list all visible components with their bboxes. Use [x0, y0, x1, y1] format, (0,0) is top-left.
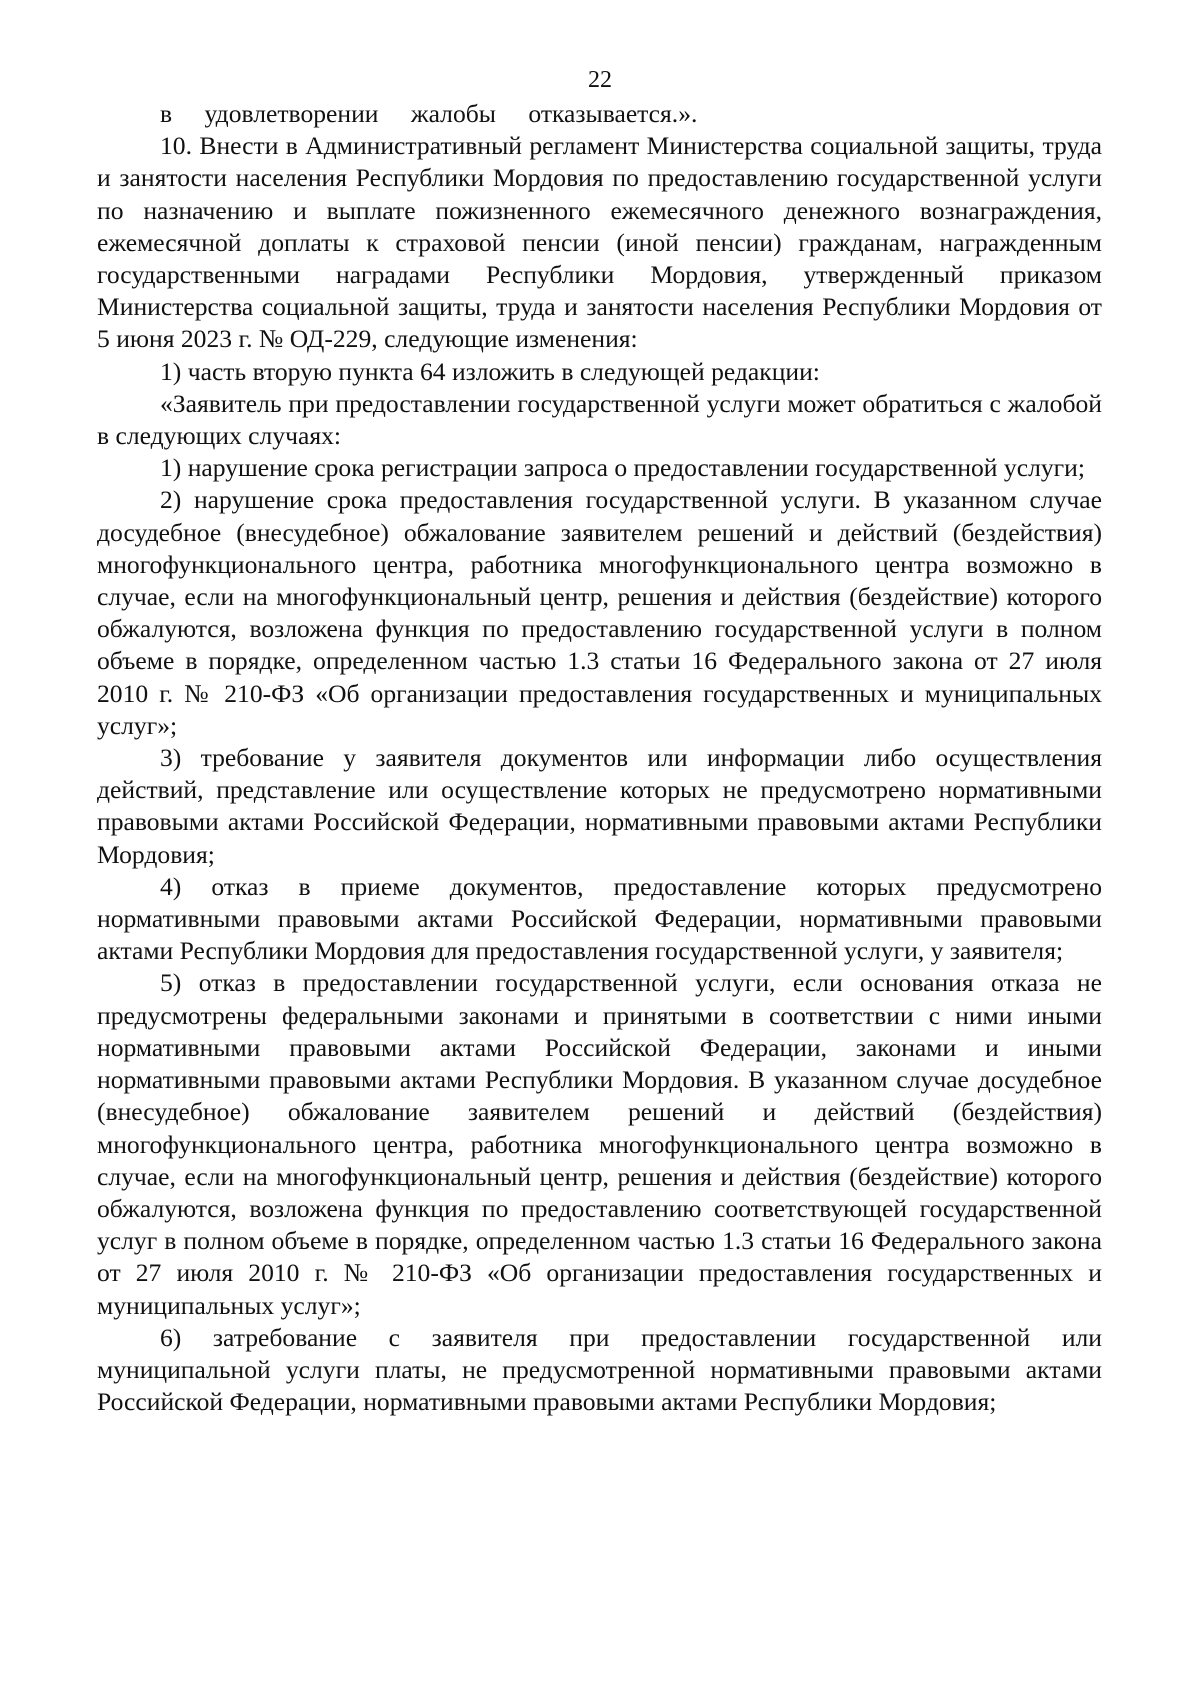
document-body: [97, 98, 1102, 1418]
paragraph-case-3: 3) требование у заявителя документов или информации либо осуществления действий, представление или осуществление которых не предусмотрено нормативными правовыми актами Российской Федерации, нормативными правовыми актами Республики Мордовия;: [97, 743, 1102, 869]
paragraph-quote-intro: «Заявитель при предоставлении государственной услуги может обратиться с жалобой в следующих случаях:: [97, 388, 1102, 451]
paragraph-case-6: 6) затребование с заявителя при предоставлении государственной или муниципальной услуги платы, не предусмотренной нормативными правовыми актами Российской Федерации, нормативными правовыми актами Республики Мордовия;: [97, 1322, 1102, 1417]
paragraph-case-5: 5) отказ в предоставлении государственной услуги, если основания отказа не предусмотрены федеральными законами и принятыми в соответствии с ними иными нормативными правовыми актами Российской Федерации, законами и иными нормативными правовыми актами Республики Мордовия. В указанном случае досудебное (внесудебное) обжалование заявителем решений и действий (бездействия) многофункционального центра, работника многофункционального центра возможно в случае, если на многофункциональный центр, решения и действия (бездействие) которого обжалуются, возложена функция по предоставлению соответствующей государственной услуг в полном объеме в порядке, определенном частью 1.3 статьи 16 Федерального закона от 27 июля 2010 г. № 210-ФЗ «Об организации предоставления государственных и муниципальных услуг»;: [97, 968, 1102, 1320]
paragraph-continuation: в удовлетворении жалобы отказывается.».: [160, 99, 698, 128]
paragraph-item-10: 10. Внести в Административный регламент Министерства социальной защиты, труда и занятости населения Республики Мордовия по предоставлению государственной услуги по назначению и выплате пожизненного ежемесячного денежного вознаграждения, ежемесячной доплаты к страховой пенсии (иной пенсии) гражданам, награжденным государственными наградами Республики Мордовия, утвержденный приказом Министерства социальной защиты, труда и занятости населения Республики Мордовия от 5 июня 2023 г. № ОД-229, следующие изменения:: [97, 131, 1102, 354]
page-number: 22: [588, 67, 612, 93]
paragraph-case-1: 1) нарушение срока регистрации запроса о предоставлении государственной услуги;: [160, 453, 1085, 483]
paragraph-subitem-1: 1) часть вторую пункта 64 изложить в следующей редакции:: [160, 356, 820, 386]
paragraph-case-4: 4) отказ в приеме документов, предоставление которых предусмотрено нормативными правовыми актами Российской Федерации, нормативными правовыми актами Республики Мордовия для предоставления государственной услуги, у заявителя;: [97, 871, 1102, 966]
paragraph-case-2: 2) нарушение срока предоставления государственной услуги. В указанном случае досудебное (внесудебное) обжалование заявителем решений и действий (бездействия) многофункционального центра, работника многофункционального центра возможно в случае, если на многофункциональный центр, решения и действия (бездействие) которого обжалуются, возложена функция по предоставлению государственной услуги в полном объеме в порядке, определенном частью 1.3 статьи 16 Федерального закона от 27 июля 2010 г. № 210-ФЗ «Об организации предоставления государственных и муниципальных услуг»;: [97, 485, 1102, 740]
